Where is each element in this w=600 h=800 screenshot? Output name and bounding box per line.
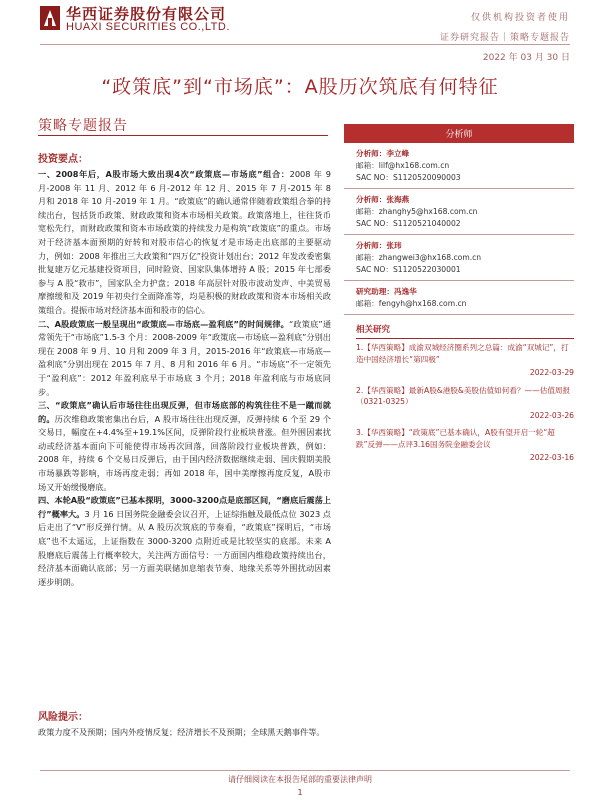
risk-section bbox=[38, 708, 331, 740]
analyst-card bbox=[356, 148, 574, 184]
analyst-card bbox=[356, 240, 574, 276]
company-logo-icon bbox=[40, 6, 60, 30]
analyst-name: 李立峰 bbox=[386, 149, 410, 158]
page-number: 1 bbox=[297, 788, 303, 797]
point-2 bbox=[38, 318, 331, 400]
point-2-text: “政策底”通常领先于“市场底”1.5-3 个月：2008-2009 年“政策底—市场底—盈利底”分别出现在 2008 年 9 月、10 月和 2009 年 3 月，2015-2016 年“政策底—市场底—盈利底”分别出现在 2015 年 7 月、8 月和 2016 年 6 月。“市场底”不一定领先于“盈利底”：2012 年盈利底早于市场底 3 个月；2018 年盈利底与市场底同步。 bbox=[38, 318, 332, 397]
related-item-date: 2022-03-16 bbox=[529, 453, 574, 462]
footer-divider bbox=[40, 770, 570, 771]
company-name-en: HUAXI SECURITIES CO.,LTD. bbox=[66, 21, 230, 33]
analyst-name: 冯逸华 bbox=[393, 287, 417, 296]
footer-disclaimer: 请仔细阅读在本报告尾部的重要法律声明 bbox=[228, 775, 372, 784]
sidebar-divider bbox=[344, 234, 574, 235]
analyst-role: 研究助理： bbox=[356, 287, 394, 296]
analyst-header: 分析师 bbox=[344, 124, 574, 143]
audience-label: 仅供机构投资者使用 bbox=[470, 13, 570, 23]
point-1-title: 一、2008年后，A股市场大致出现4次“政策底—市场底”组合： bbox=[38, 169, 290, 179]
analyst-card bbox=[356, 194, 574, 230]
related-item-title[interactable]: 2.【华西策略】最新A股&港股&美股估值如何看？——估值周报（0321-0325） bbox=[356, 385, 571, 406]
analyst-card bbox=[356, 286, 574, 310]
analyst-role: 分析师： bbox=[356, 195, 387, 204]
point-4-text: 3 月 16 日国务院金融委会议召开，上证综指触及最低点位 3023 点后走出了“V”形反弹行情。从 A 股历次筑底的节奏看，“政策底”探明后，“市场底”也不太遥远，上证指数在 3000-3200 点附近或是比较坚实的底部。未来 A 股磨底后震荡上行概率较大，关注两方面信号：一方面国内维稳政策持续出台，经济基本面确认底部；另一方面美联储加息缩表节奏、地缘关系等外围扰动因素逐步明朗。 bbox=[38, 508, 331, 587]
analyst-email[interactable]: 邮箱：zhanghy5@hx168.com.cn bbox=[356, 207, 478, 216]
analyst-name: 张海燕 bbox=[386, 195, 410, 204]
analyst-role: 分析师： bbox=[356, 149, 387, 158]
related-item-title[interactable]: 1.【华西策略】成渝双城经济圈系列之总篇：成渝“双城记”，打造中国经济增长“第四极” bbox=[356, 343, 569, 364]
header-divider bbox=[40, 44, 570, 45]
analyst-email[interactable]: 邮箱：lilf@hx168.com.cn bbox=[356, 161, 450, 170]
point-3 bbox=[38, 399, 331, 494]
risk-text: 政策力度不及预期；国内外疫情反复；经济增长不及预期；全球黑天鹅事件等。 bbox=[38, 727, 325, 737]
related-item-date: 2022-03-29 bbox=[529, 368, 574, 377]
subtitle-divider bbox=[38, 135, 328, 136]
related-item[interactable] bbox=[356, 427, 574, 464]
analyst-role: 分析师： bbox=[356, 241, 387, 250]
point-1-text: 2008 年 9 月-2008 年 11 月、2012 年 6 月-2012 年 12 月、2015 年 7 月-2015 年 8 月和 2018 年 10 月-2019 年 1 月。“政策底”的确认通常伴随着政策组合拳的持续出台，包括货币政策、财政政策和资本市场相关政策。政策落地上，往往货币宽松先行，而财政政策和资本市场政策的持续发力是构筑“政策底”的重点。市场对于经济基本面预期的好转和对股市信心的恢复才是市场走出底部的主要驱动力，例如：2008 年推出三大政策和“四万亿”投资计划出台；2012 年发改委密集批复建万亿元基建投资项目，同时险资、国家队集体增持 A 股；2015 年七部委参与 A 股“救市”，国家队全力护盘；2018 年高层针对股市波动发声、中美贸易摩擦缓和及 2019 年初央行全面降准等，均是积极的财政政策和资本市场相关政策组合。提振市场对经济基本面和股市的信心。 bbox=[38, 169, 331, 315]
investment-points bbox=[38, 150, 331, 589]
company-name-cn: 华西证券股份有限公司 bbox=[66, 5, 227, 23]
related-item[interactable] bbox=[356, 385, 574, 422]
report-header bbox=[0, 0, 600, 50]
point-3-text: 历次维稳政策密集出台后，A 股市场往往出现反弹，反弹持续 6 个至 29 个交易日，幅度在+4.4%至+19.1%区间，反弹阶段行业板块普涨。但外围因素扰动或经济基本面向下可能使得市场再次回落，回落阶段行业板块普跌，例如：2008 年，持续 6 个交易日反弹后，由于国内经济数据继续走弱、国庆假期美股市场暴跌等影响，市场再度走弱；再如 2018 年，国中美摩擦再度反复，A股市场又开始缓慢磨底。 bbox=[38, 413, 331, 492]
related-research-heading: 相关研究 bbox=[356, 325, 391, 335]
analyst-name: 张玮 bbox=[386, 241, 402, 250]
sidebar-divider bbox=[344, 280, 574, 281]
point-2-title: 二、A股政策底一般呈现出“政策底—市场底—盈利底”的时间规律。 bbox=[38, 318, 290, 329]
report-title: “政策底”到“市场底”：A股历次筑底有何特征 bbox=[101, 76, 499, 98]
point-4-title: 四、本轮A股“政策底”已基本探明，3000-3200点是底部区间，“磨底后震荡上行”概率大。 bbox=[38, 495, 331, 519]
analyst-sac: SAC NO：S1120522030001 bbox=[356, 265, 461, 274]
related-item-title[interactable]: 3.【华西策略】“政策底”已基本确认，A股有望开启一轮“超跌”反弹——点评3.16国务院金融委会议 bbox=[356, 428, 555, 449]
risk-heading: 风险提示： bbox=[38, 712, 88, 723]
point-3-title: 三、“政策底”确认后市场往往出现反弹，但市场底部的构筑往往不是一蹴而就的。 bbox=[38, 400, 331, 424]
report-date: 2022 年 03 月 30 日 bbox=[482, 53, 570, 63]
sidebar-divider bbox=[344, 314, 574, 315]
sidebar-divider bbox=[344, 188, 574, 189]
point-1 bbox=[38, 168, 331, 318]
related-divider bbox=[356, 338, 574, 339]
related-item-date: 2022-03-26 bbox=[529, 410, 574, 420]
point-4 bbox=[38, 494, 331, 589]
investment-points-heading: 投资要点： bbox=[38, 154, 88, 165]
analyst-sac: SAC NO：S1120521040002 bbox=[356, 219, 461, 228]
analyst-email[interactable]: 邮箱：fengyh@hx168.com.cn bbox=[356, 299, 467, 308]
analyst-sidebar bbox=[344, 124, 574, 470]
analyst-email[interactable]: 邮箱：zhangwei3@hx168.com.cn bbox=[356, 253, 482, 262]
related-item[interactable] bbox=[356, 342, 574, 379]
report-subtitle: 策略专题报告 bbox=[38, 118, 128, 134]
analyst-sac: SAC NO：S1120520090003 bbox=[356, 173, 461, 182]
report-category: 证券研究报告｜策略专题报告 bbox=[439, 33, 570, 43]
